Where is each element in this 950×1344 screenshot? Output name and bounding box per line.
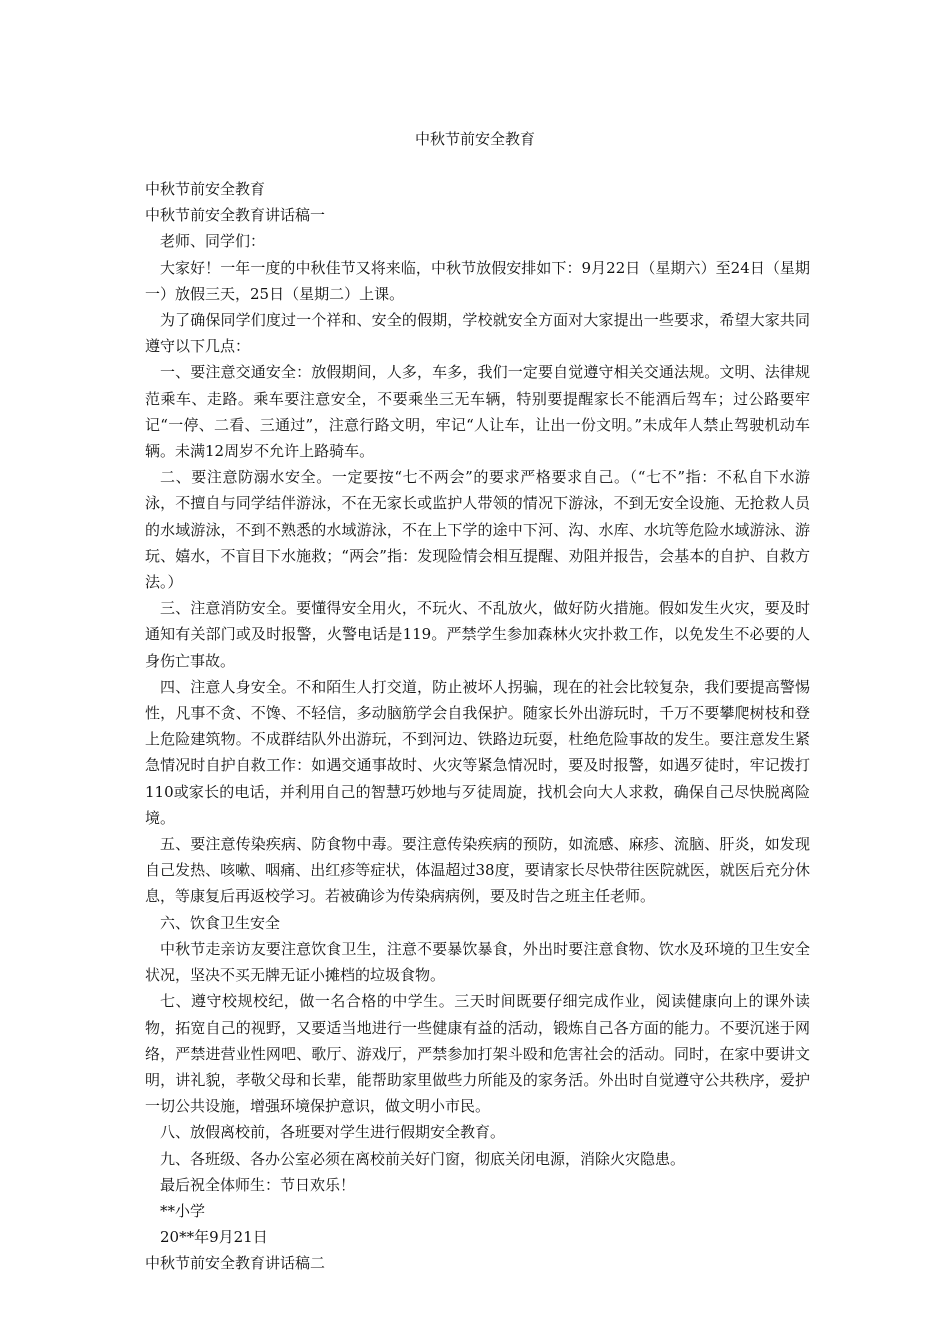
paragraph-school-rules: 七、遵守校规校纪，做一名合格的中学生。三天时间既要仔细完成作业，阅读健康向上的课外读物，拓宽自己的视野，又要适当地进行一些健康有益的活动，锻炼自己各方面的能力。不要沉迷于网络，严禁进营业性网吧、歌厅、游戏厅，严禁参加打架斗殴和危害社会的活动。同时，在家中要讲文明，讲礼貌，孝敬父母和长辈，能帮助家里做些力所能及的家务活。外出时自觉遵守公共秩序，爱护一切公共设施，增强环境保护意识，做文明小市民。 xyxy=(145,992,810,1116)
greeting: 老师、同学们： xyxy=(160,232,266,251)
paragraph-personal-safety: 四、注意人身安全。不和陌生人打交道，防止被坏人拐骗，现在的社会比较复杂，我们要提高警惕性，凡事不贪、不馋、不轻信，多动脑筋学会自我保护。随家长外出游玩时，千万不要攀爬树枝和登上危险建筑物。不成群结队外出游玩，不到河边、铁路边玩耍，杜绝危险事故的发生。要注意发生紧急情况时自护自救工作：如遇交通事故时、火灾等紧急情况时，要及时报警，如遇歹徒时，牢记拨打110或家长的电话，并利用自己的智慧巧妙地与歹徒周旋，找机会向大人求救，确保自己尽快脱离险境。 xyxy=(145,677,810,827)
paragraph-food-safety: 中秋节走亲访友要注意饮食卫生，注意不要暴饮暴食，外出时要注意食物、饮水及环境的卫生安全状况，坚决不买无牌无证小摊档的垃圾食物。 xyxy=(145,939,810,985)
paragraph-drowning-safety: 二、要注意防溺水安全。一定要按“七不两会”的要求严格要求自己。（“七不”指：不私自下水游泳，不擅自与同学结伴游泳，不在无家长或监护人带领的情况下游泳，不到无安全设施、无抢救人员的水域游泳，不到不熟悉的水域游泳，不在上下学的途中下河、沟、水库、水坑等危险水域游泳、游玩、嬉水，不盲目下水施救；“两会”指：发现险情会相互提醒、劝阻并报告，会基本的自护、自救方法。） xyxy=(145,468,810,592)
document-body xyxy=(145,176,810,1277)
speech-heading-2: 中秋节前安全教育讲话稿二 xyxy=(145,1254,326,1273)
paragraph-holiday-education: 八、放假离校前，各班要对学生进行假期安全教育。 xyxy=(160,1123,506,1142)
section-heading: 中秋节前安全教育 xyxy=(145,180,266,198)
date: 20**年9月21日 xyxy=(160,1228,268,1247)
paragraph: 为了确保同学们度过一个祥和、安全的假期，学校就安全方面对大家提出一些要求，希望大家共同遵守以下几点： xyxy=(145,311,810,356)
paragraph: 大家好！一年一度的中秋佳节又将来临，中秋节放假安排如下：9月22日（星期六）至24日（星期一）放假三天，25日（星期二）上课。 xyxy=(145,258,810,303)
paragraph-fire-safety: 三、注意消防安全。要懂得安全用火，不玩火、不乱放火，做好防火措施。假如发生火灾，要及时通知有关部门或及时报警，火警电话是119。严禁学生参加森林火灾扑救工作，以免发生不必要的人身伤亡事故。 xyxy=(145,599,810,670)
paragraph-traffic-safety: 一、要注意交通安全：放假期间，人多，车多，我们一定要自觉遵守相关交通法规。文明、法律规范乘车、走路。乘车要注意安全，不要乘坐三无车辆，特别要提醒家长不能酒后驾车；过公路要牢记“一停、二看、三通过”，注意行路文明，牢记“人让车，让出一份文明。”未成年人禁止驾驶机动车辆。未满12周岁不允许上路骑车。 xyxy=(145,363,810,461)
paragraph-closing: 最后祝全体师生：节日欢乐！ xyxy=(160,1175,356,1194)
document-title: 中秋节前安全教育 xyxy=(414,130,535,148)
signature: **小学 xyxy=(160,1201,206,1220)
speech-heading: 中秋节前安全教育讲话稿一 xyxy=(145,206,326,225)
paragraph-disease-prevention: 五、要注意传染疾病、防食物中毒。要注意传染疾病的预防，如流感、麻疹、流脑、肝炎，如发现自己发热、咳嗽、咽痛、出红疹等症状，体温超过38度，要请家长尽快带往医院就医，就医后充分休息，等康复后再返校学习。若被确诊为传染病病例，要及时告之班主任老师。 xyxy=(145,835,810,906)
paragraph-food-safety-heading: 六、饮食卫生安全 xyxy=(160,913,281,932)
paragraph-office-safety: 九、各班级、各办公室必须在离校前关好门窗，彻底关闭电源，消除火灾隐患。 xyxy=(160,1149,686,1168)
